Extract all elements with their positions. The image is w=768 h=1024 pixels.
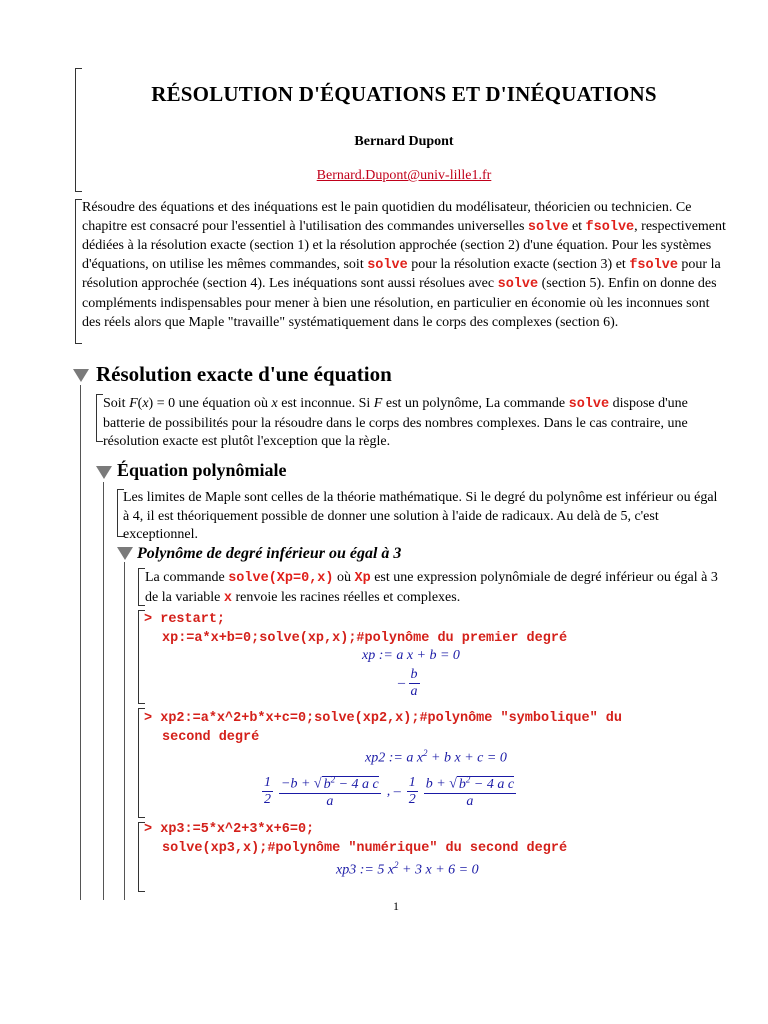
out2-r1-num: −b + [281, 776, 314, 792]
subsection-collapse-triangle-icon[interactable] [96, 466, 112, 479]
s1-var-F: F [129, 396, 138, 411]
maple-prompt: > [144, 711, 153, 726]
section-intro-text: Soit F(x) = 0 une équation où x est inconnue. Si F est un polynôme, La commande solve dispose d'une batterie de possibilités pour la résoudre dans le corps des nombres complexes. Dans le cas contraire, une résolution exacte est plutôt l'exception que la règle. [103, 396, 688, 450]
out2-rad-rest: − 4 a c [470, 776, 515, 792]
maple-output-2b [262, 774, 516, 810]
subsection-text-bracket [117, 489, 118, 537]
author-email-link[interactable]: Bernard.Dupont@univ-lille1.fr [316, 168, 492, 183]
out3a-lhs: xp3 := 5 x [336, 862, 395, 878]
maple-output-2a [365, 748, 507, 767]
out2-r2-num: b + [425, 776, 450, 792]
subsection-group-line [103, 482, 104, 900]
out3a-rest: + 3 x + 6 = 0 [398, 862, 479, 878]
subsubsection-heading: Polynôme de degré inférieur ou égal à 3 [137, 545, 402, 562]
kw-fsolve: fsolve [629, 257, 678, 273]
maple-prompt: > [144, 612, 153, 627]
subsubsection-group-line [124, 562, 125, 900]
out2-rad-exp: 2 [330, 774, 336, 784]
kw-x: x [223, 590, 233, 606]
s1-var-F: F [373, 396, 383, 411]
s1-text-5: dispose d'une batterie de possibilités pour la résoudre dans le corps des nombres complexes. Dans le cas contraire, une résolution exacte est plutôt l'exception que la règle. [103, 396, 688, 450]
out2a-lhs: xp2 := a x [365, 750, 424, 766]
page-number: 1 [393, 899, 399, 913]
cmd2-line2: second degré [162, 730, 260, 745]
intro-text-2: et [568, 218, 586, 234]
out2-half-den: 2 [408, 792, 416, 808]
sqrt-icon: √ [313, 776, 322, 792]
out2-half-num: 1 [408, 775, 416, 791]
ss-text-3: est une expression polynômiale de degré inférieur ou égal à 3 de la variable [145, 570, 718, 605]
s1-var-x: x [271, 396, 278, 411]
kw-solve: solve [568, 397, 610, 412]
out2-r1-den: a [326, 793, 334, 809]
subsection-text: Les limites de Maple sont celles de la théorie mathématique. Si le degré du polynôme est inférieur ou égal à 4, il est théoriquement possible de donner une solution à l'aide de radicaux. Au delà de 5, c'est exceptionnel. [123, 490, 718, 543]
out1-den: a [410, 684, 418, 699]
intro-text-3: , respectivement dédiées à la résolution exacte (section 1) et la résolution approchée (section 2) d'une équation. Pour les systèmes d'équations, on utilise les mêmes commandes, soit [82, 218, 726, 272]
out3a-exp: 2 [394, 860, 399, 870]
exec-group-3-bracket [138, 822, 139, 892]
kw-solve: solve [527, 219, 569, 235]
out2-r2-den: a [466, 793, 474, 809]
out2a-exp: 2 [423, 748, 428, 758]
out1-sign: – [398, 675, 405, 691]
subsubsection-text-bracket [138, 568, 139, 606]
kw-xp: Xp [354, 571, 371, 586]
kw-solve: solve [367, 257, 408, 273]
out2-half-den: 2 [264, 792, 271, 808]
author-name: Bernard Dupont [354, 134, 454, 149]
sqrt-icon: √ [449, 776, 457, 792]
subsubsection-text [145, 569, 720, 608]
kw-fsolve: fsolve [585, 219, 635, 235]
ss-text-2: où [333, 570, 355, 585]
s1-var-x: x [142, 396, 149, 411]
kw-solve: solve [497, 277, 539, 293]
s1-text-1: Soit [103, 396, 130, 411]
s1-text-4: est un polynôme, La commande [382, 396, 569, 411]
out2-separator: , – [386, 783, 401, 799]
maple-input-3[interactable] [144, 820, 567, 858]
cmd2-line1: xp2:=a*x^2+b*x+c=0;solve(xp2,x);#polynôme "symbolique" du [160, 711, 622, 726]
exec-group-2-bracket [138, 708, 139, 818]
s1-text-3: est inconnue. Si [277, 396, 374, 411]
cmd1-line1: restart; [160, 612, 226, 627]
intro-text-6: (section 5). Enfin on donne des compléments indispensables pour mener à bien une résolution, en particulier en économie où les inconnues sont des réels alors que Maple "travaille" systématiquement dans le corps des complexes (section 6). [82, 276, 717, 330]
s1-text-2: = 0 une équation où [153, 396, 272, 411]
exec-group-1-bracket [138, 610, 139, 704]
maple-input-2[interactable] [144, 709, 622, 747]
kw-solve-xp: solve(Xp=0,x) [228, 571, 334, 586]
out2-half-num: 1 [264, 775, 271, 791]
intro-paragraph [82, 199, 727, 332]
ss-text-4: renvoie les racines réelles et complexes. [232, 589, 461, 605]
cmd1-line2: xp:=a*x+b=0;solve(xp,x);#polynôme du premier degré [162, 631, 568, 646]
cmd3-line1: xp3:=5*x^2+3*x+6=0; [160, 822, 315, 837]
subsection-heading: Équation polynômiale [117, 460, 287, 480]
section-collapse-triangle-icon[interactable] [73, 369, 89, 382]
maple-output-3a [336, 860, 479, 879]
out2-rad: b [323, 776, 331, 792]
section-group-line [80, 385, 81, 900]
maple-input-1[interactable] [144, 610, 567, 648]
intro-text-5: pour la résolution approchée (section 4). Les inéquations sont aussi résolues avec [82, 256, 721, 292]
maple-prompt: > [144, 822, 153, 837]
maple-output-1b [398, 667, 420, 700]
subsubsection-collapse-triangle-icon[interactable] [117, 547, 133, 560]
intro-text-1: Résoudre des équations et des inéquations est le pain quotidien du modélisateur, théoricien ou technicien. Ce chapitre est consacré pour l'essentiel à l'utilisation des commandes universelles [82, 200, 692, 234]
cmd3-line2: solve(xp3,x);#polynôme "numérique" du second degré [162, 841, 568, 856]
out2-rad-rest: − 4 a c [335, 776, 379, 792]
section-text-bracket [96, 394, 97, 442]
section-heading: Résolution exacte d'une équation [96, 362, 392, 386]
out2a-rest: + b x + c = 0 [427, 750, 507, 766]
out2-rad: b [458, 776, 466, 792]
page-title: RÉSOLUTION D'ÉQUATIONS ET D'INÉQUATIONS [151, 82, 657, 106]
out1-num: b [410, 667, 418, 682]
out2-rad-exp: 2 [465, 774, 471, 784]
ss-text-1: La commande [145, 570, 229, 585]
intro-text-4: pour la résolution exacte (section 3) et [407, 256, 630, 272]
intro-cell-bracket [75, 199, 76, 344]
maple-output-1a: xp := a x + b = 0 [362, 648, 460, 663]
